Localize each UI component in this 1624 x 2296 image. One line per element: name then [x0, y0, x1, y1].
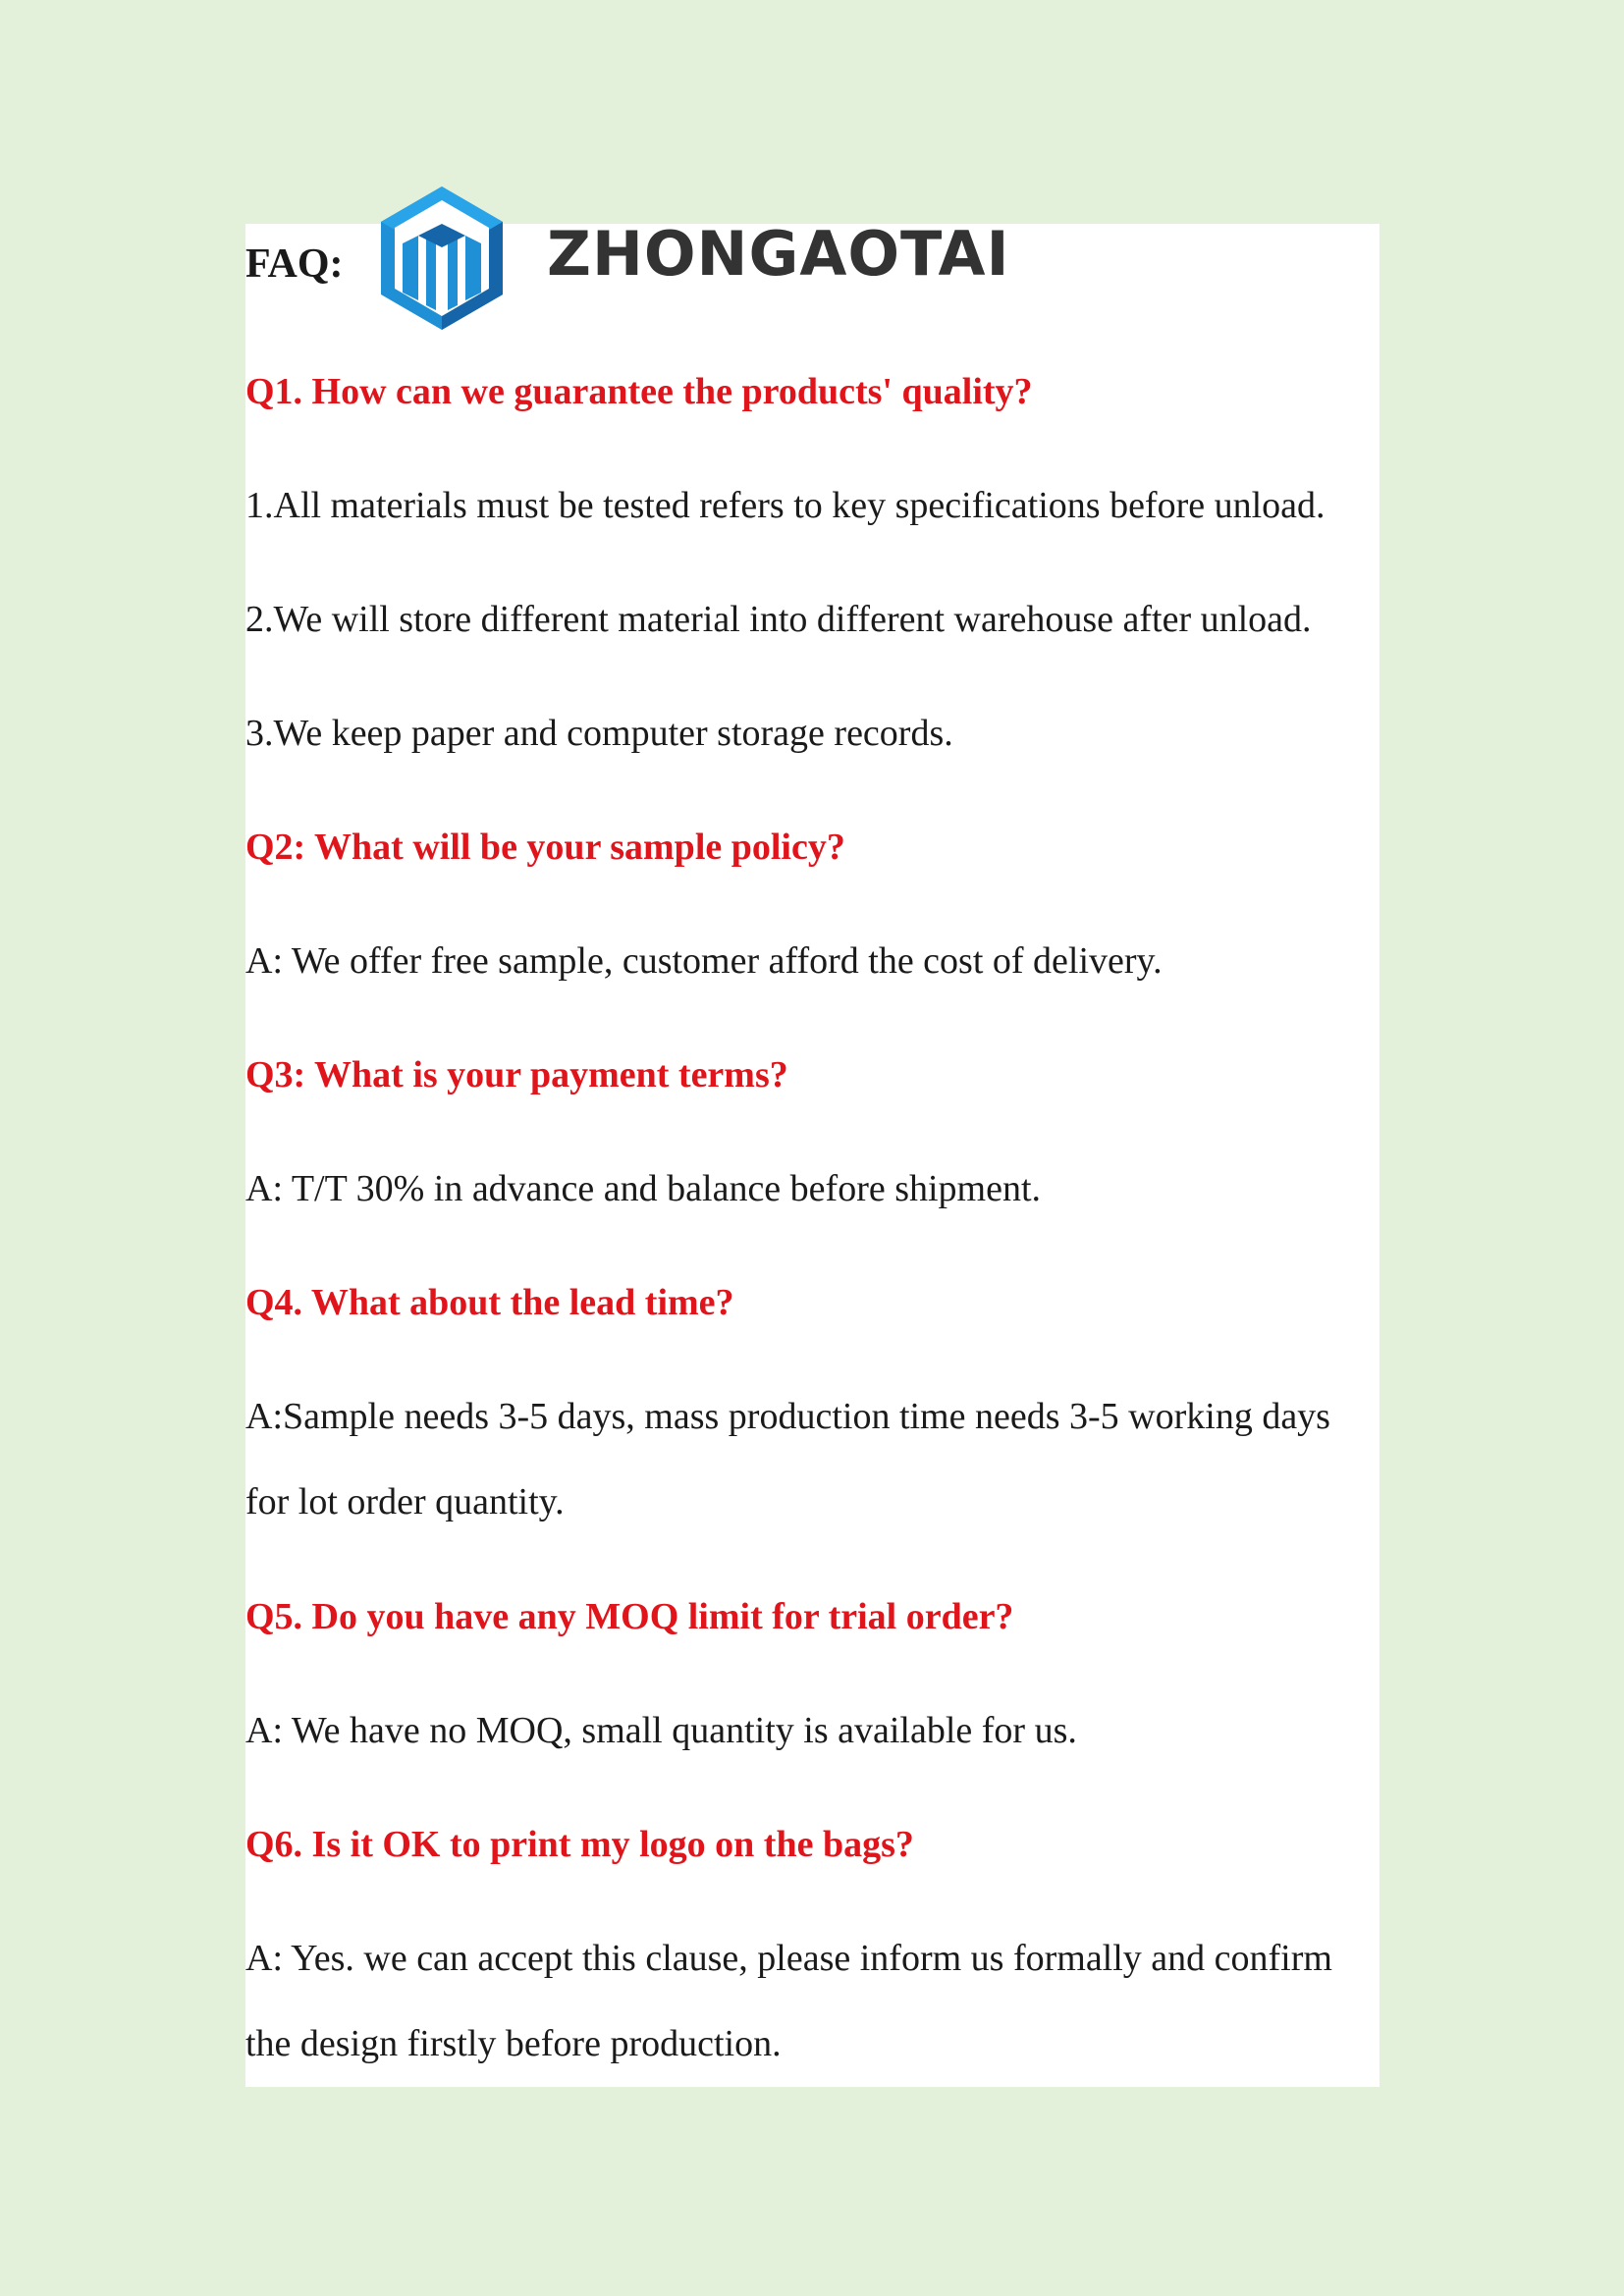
header — [245, 185, 1380, 332]
faq-question: Q5. Do you have any MOQ limit for trial order? — [245, 1596, 1014, 1637]
building-hexagon-logo-icon — [377, 185, 507, 332]
faq-question: Q3: What is your payment terms? — [245, 1054, 788, 1095]
faq-answer: A:Sample needs 3-5 days, mass production time needs 3-5 working days for lot order quantity. — [245, 1396, 1330, 1522]
faq-answer: A: We offer free sample, customer afford the cost of delivery. — [245, 940, 1163, 982]
faq-question: Q6. Is it OK to print my logo on the bags? — [245, 1824, 914, 1865]
faq-answer: A: Yes. we can accept this clause, please inform us formally and confirm the design firstly before production. — [245, 1938, 1332, 2064]
faq-question: Q1. How can we guarantee the products' quality? — [245, 371, 1033, 412]
faq-answer: A: T/T 30% in advance and balance before shipment. — [245, 1168, 1042, 1209]
faq-heading: FAQ: — [245, 241, 344, 287]
logo-wordmark: ZHONGAOTAI — [547, 218, 1010, 290]
faq-list — [245, 363, 1380, 2130]
faq-answer: 1.All materials must be tested refers to key specifications before unload. — [245, 485, 1326, 526]
faq-answer: 2.We will store different material into different warehouse after unload. — [245, 599, 1312, 640]
faq-question: Q2: What will be your sample policy? — [245, 827, 845, 868]
faq-answer: A: We have no MOQ, small quantity is available for us. — [245, 1710, 1077, 1751]
faq-answer: 3.We keep paper and computer storage records. — [245, 713, 953, 754]
faq-question: Q4. What about the lead time? — [245, 1282, 734, 1323]
